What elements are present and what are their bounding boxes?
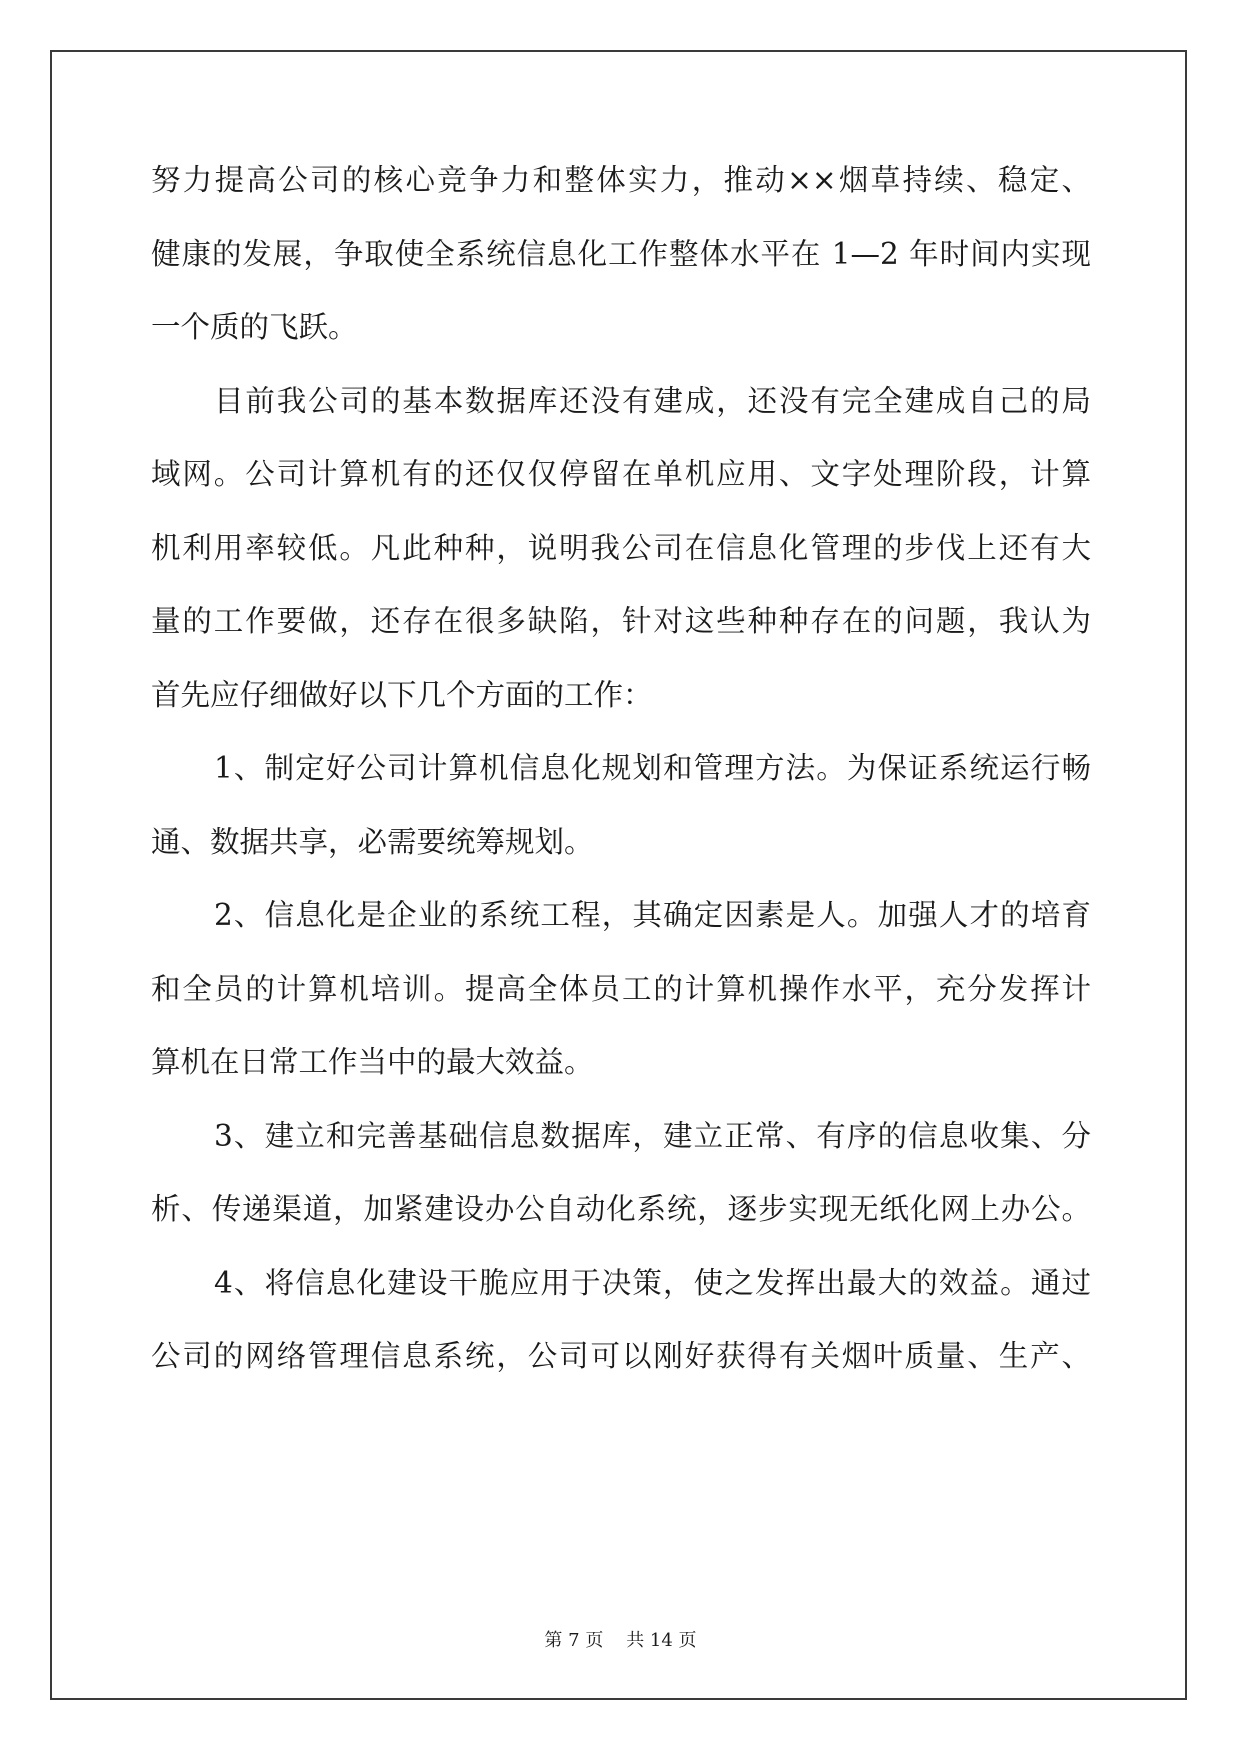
paragraph-start-line: 2、信息化是企业的系统工程，其确定因素是人。加强人才的培育	[214, 898, 1091, 932]
text-line: 一个质的飞跃。	[151, 310, 358, 344]
text-line: 算机在日常工作当中的最大效益。	[151, 1045, 594, 1079]
text-line: 域网。公司计算机有的还仅仅停留在单机应用、文字处理阶段，计算	[151, 457, 1091, 491]
page-number-footer: 第 7 页 共 14 页	[544, 1630, 697, 1651]
text-line: 量的工作要做，还存在很多缺陷，针对这些种种存在的问题，我认为	[151, 604, 1091, 638]
paragraph-start-line: 1、制定好公司计算机信息化规划和管理方法。为保证系统运行畅	[214, 751, 1091, 785]
text-line: 努力提高公司的核心竞争力和整体实力，推动××烟草持续、稳定、	[151, 163, 1091, 197]
page-frame	[50, 50, 1187, 1700]
paragraph-start-line: 3、建立和完善基础信息数据库，建立正常、有序的信息收集、分	[214, 1119, 1091, 1153]
text-line: 健康的发展，争取使全系统信息化工作整体水平在 1—2 年时间内实现	[151, 237, 1091, 271]
paragraph-start-line: 4、将信息化建设干脆应用于决策，使之发挥出最大的效益。通过	[214, 1266, 1091, 1300]
paragraph-start-line: 目前我公司的基本数据库还没有建成，还没有完全建成自己的局	[214, 384, 1091, 418]
text-line: 公司的网络管理信息系统，公司可以刚好获得有关烟叶质量、生产、	[151, 1339, 1091, 1373]
text-line: 和全员的计算机培训。提高全体员工的计算机操作水平，充分发挥计	[151, 972, 1091, 1006]
text-line: 首先应仔细做好以下几个方面的工作：	[151, 678, 653, 712]
text-line: 析、传递渠道，加紧建设办公自动化系统，逐步实现无纸化网上办公。	[151, 1192, 1091, 1226]
text-line: 机利用率较低。凡此种种，说明我公司在信息化管理的步伐上还有大	[151, 531, 1091, 565]
text-line: 通、数据共享，必需要统筹规划。	[151, 825, 594, 859]
